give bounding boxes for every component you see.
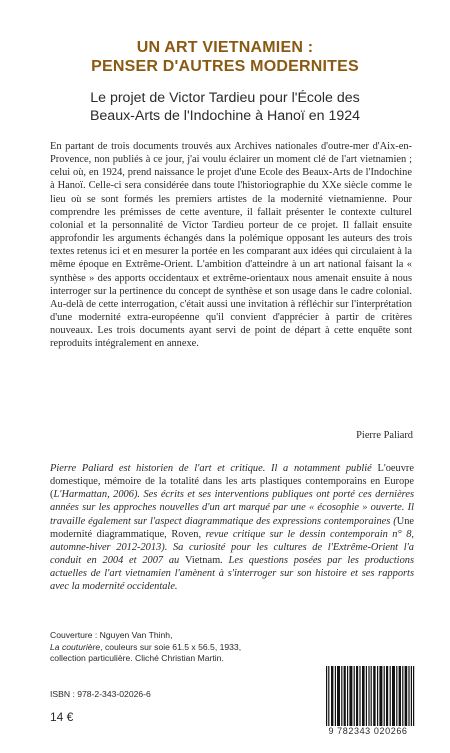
- book-subtitle-line-1: Le projet de Victor Tardieu pour l'École des: [90, 90, 360, 106]
- bio-segment: Une modernité diagrammatique, Roven: [50, 515, 414, 540]
- author-signature: Pierre Paliard: [356, 430, 413, 441]
- artwork-title: La couturière: [50, 641, 101, 652]
- bio-segment: Pierre Paliard est historien de l'art et critique. Il a notamment publié: [50, 463, 378, 474]
- book-title-line-2: PENSER D'AUTRES MODERNITES: [91, 58, 359, 75]
- author-bio: [50, 462, 414, 594]
- book-title-line-1: UN ART VIETNAMIEN :: [136, 39, 314, 56]
- barcode-number: 9 782343 020266: [318, 726, 418, 736]
- bio-segment: L'oeuvre domestique, mémoire de la totalité dans les arts plastiques contemporains en Europe (: [50, 463, 414, 501]
- isbn-label: ISBN : 978-2-343-02026-6: [50, 689, 151, 699]
- price-label: 14 €: [50, 710, 74, 724]
- credits-line-1: Couverture : Nguyen Van Thinh,: [50, 630, 173, 640]
- cover-credits: [50, 630, 280, 665]
- credits-line-2: [50, 642, 280, 654]
- summary-paragraph: En partant de trois documents trouvés aux Archives nationales d'outre-mer d'Aix-en-Provence, non publiés à ce jour, j'ai voulu éclairer un moment clé de l'art vietnamien ; celui où, en 1924, prend naissance le projet d'une Ecole des Beaux-Arts de l'Indochine à Hanoï. Celle-ci sera considérée dans toute l'historiographie du XXe siècle comme le lieu où se sont formés les premiers artistes de la modernité vietnamienne. Pour comprendre les prémisses de cette aventure, il fallait présenter le contexte culturel colonial et la personnalité de Victor Tardieu porteur de ce projet. Il fallait ensuite approfondir les arguments échangés dans la polémique opposant les auteurs des trois textes retenus ici et en mesurer la portée en les comparant aux idées qui circulaient à la même époque en Extrême-Orient. L'ambition d'atteindre à un art national faisant la « synthèse » des apports occidentaux et extrême-orientaux nous amenait ensuite à nous interroger sur la pertinence du concept de synthèse et son usage dans le cadre colonial. Au-delà de cette interrogation, c'était aussi une invitation à réfléchir sur l'interprétation d'une modernité extra-européenne qu'il convient d'apprécier à partir de critères nouveaux. Les trois documents ayant servi de point de départ à cette enquête sont reproduits intégralement en annexe.: [50, 141, 412, 350]
- bio-segment: . Les questions posées par les productions actuelles de l'art vietnamien l'amènent à s'interroger sur son histoire et ses rapports avec la modernité occidentale.: [50, 555, 415, 593]
- bio-segment: , revue critique sur le dessin contemporain n° 8, automne-hiver 2012-2013). Sa curiosité pour les cultures de l'Extrême-Orient l'a conduit en 2004 et 2007 au: [50, 528, 414, 567]
- credits-line-3: collection particulière. Cliché Christian Martin.: [50, 653, 224, 664]
- bio-segment: L'Harmattan, 2006). Ses écrits et ses interventions publiques ont porté ces dernières années sur les approches nouvelles d'un art marqué par une « écosophie » ouverte. Il travaille également sur l'aspect diagrammatique des expressions contemporaines (: [50, 489, 414, 527]
- book-subtitle-line-2: Beaux-Arts de l'Indochine à Hanoï en 1924: [89, 108, 361, 124]
- artwork-details: , couleurs sur soie 61.5 x 56.5, 1933,: [100, 641, 242, 652]
- bio-segment: Vietnam: [185, 555, 221, 567]
